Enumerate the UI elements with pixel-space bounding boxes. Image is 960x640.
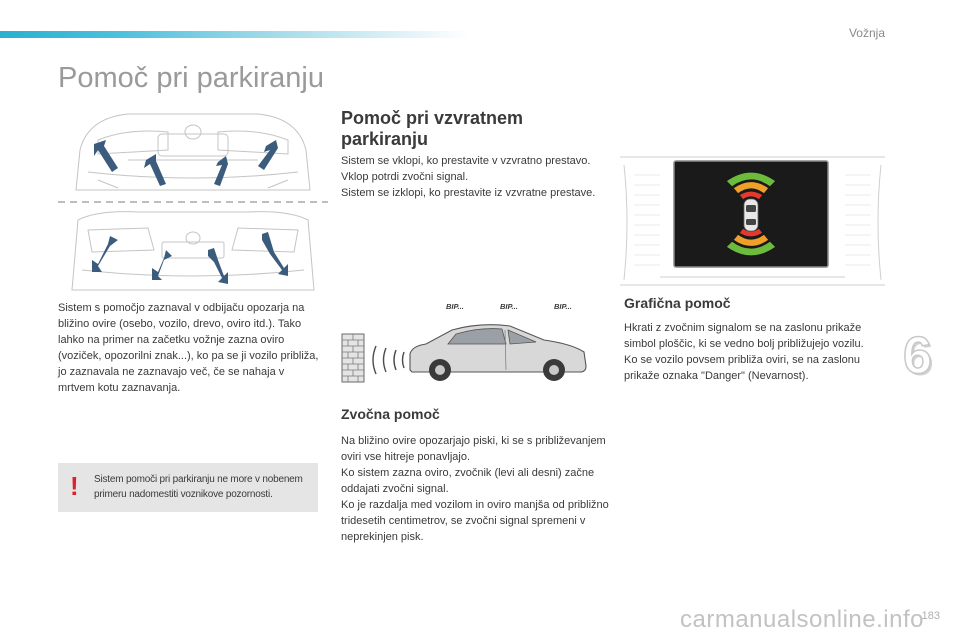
beep-label: BIP... [500, 302, 518, 311]
sound-wave-icon [373, 346, 404, 374]
rear-car-outline [72, 212, 314, 290]
beep-label: BIP... [446, 302, 464, 311]
reverse-line: Sistem se vklopi, ko prestavite v vzvratno prestavo. [341, 155, 591, 167]
reverse-parking-body [341, 153, 601, 201]
intro-paragraph: Sistem s pomočjo zaznaval v odbijaču opozarja na bližino ovire (osebo, vozilo, drevo, oviro itd.). Tako lahko na primer na začetku vožnje zazna oviro (voziček, opozorilni znak...), ko pa se ji vozilo približa, jo zaznavala ne zaznavajo več, če se nahaja v mrtvem kotu zaznavanja. [58, 302, 319, 394]
reverse-parking-heading: Pomoč pri vzvratnem parkiranju [341, 108, 524, 149]
graphic-line: Hkrati z zvočnim signalom se na zaslonu prikaže simbol ploščic, ki se vedno bolj približujejo vozilu. [624, 322, 864, 350]
page-number: 183 [921, 610, 940, 622]
exclamation-icon: ! [70, 471, 79, 501]
warning-text: Sistem pomoči pri parkiranju ne more v nobenem primeru nadomestiti voznikove pozornosti. [94, 474, 303, 500]
bumper-sensors-illustration [58, 110, 328, 295]
sound-assist-body [341, 433, 611, 545]
graphic-assist-body [624, 320, 894, 384]
sound-line: Ko je razdalja med vozilom in oviro manjša od približno tridesetih centimetrov, se zvočni signal spremeni v neprekinjen pisk. [341, 499, 609, 543]
car-side-icon [410, 325, 586, 381]
section-name: Vožnja [848, 26, 885, 40]
graphic-line: Ko se vozilo povsem približa oviri, se na zaslonu prikaže oznaka "Danger" (Nevarnost). [624, 354, 861, 382]
sound-assist-heading: Zvočna pomoč [341, 406, 440, 422]
sound-line: Ko sistem zazna oviro, zvočnik (levi ali desni) začne oddajati zvočni signal. [341, 467, 595, 495]
header-accent-bar [0, 31, 470, 38]
sound-line: Na bližino ovire opozarjajo piski, ki se s približevanjem oviri vse hitreje ponavljajo. [341, 435, 606, 463]
reverse-line: Sistem se izklopi, ko prestavite iz vzvratne prestave. [341, 187, 596, 199]
watermark: carmanualsonline.info [680, 606, 924, 633]
reverse-line: Vklop potrdi zvočni signal. [341, 171, 469, 183]
dashboard-screen-illustration [620, 155, 885, 290]
page-title: Pomoč pri parkiranju [58, 62, 324, 94]
chapter-number: 6 [903, 327, 932, 385]
beep-label: BIP... [554, 302, 572, 311]
car-top-icon [744, 199, 758, 231]
brick-wall-icon [342, 334, 364, 382]
warning-box [58, 463, 318, 512]
graphic-assist-heading: Grafična pomoč [624, 295, 731, 311]
car-reversing-illustration [340, 296, 602, 386]
